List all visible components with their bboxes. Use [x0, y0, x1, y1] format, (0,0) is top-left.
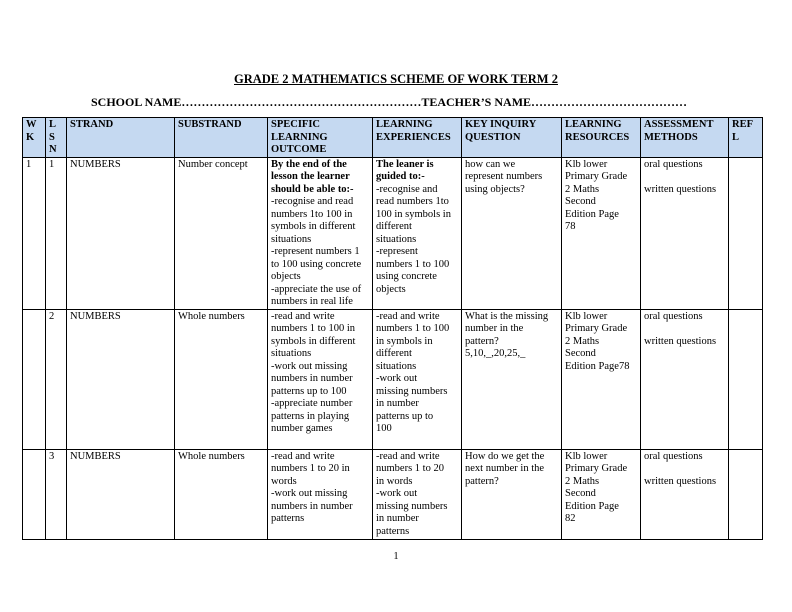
outcome-list — [271, 196, 370, 309]
text-line: different — [376, 348, 412, 359]
text-line: words — [271, 475, 297, 487]
text-line: METHODS — [644, 131, 698, 143]
text-line: situations — [376, 360, 417, 372]
experiences-list — [376, 184, 459, 297]
text-line: guided to:- — [376, 171, 425, 182]
text-line: numbers 1to 100 in — [271, 208, 353, 220]
document-title: GRADE 2 MATHEMATICS SCHEME OF WORK TERM 2 — [234, 72, 558, 86]
text-line: patterns — [271, 513, 305, 524]
text-line: oral questions — [644, 158, 703, 170]
text-line: -read and write — [271, 450, 335, 462]
text-line: in number — [376, 513, 419, 524]
text-line: Second — [565, 348, 596, 359]
cell-substrand: Number concept — [175, 157, 268, 309]
text-line: numbers 1 to 100 in — [271, 323, 355, 334]
header-substrand — [175, 118, 268, 158]
text-line: -read and write — [376, 310, 440, 322]
text-line: OUTCOME — [271, 144, 327, 155]
text-line: pattern? — [465, 335, 499, 347]
text-line: REF — [732, 119, 753, 130]
cell-lsn: 1 — [46, 157, 67, 309]
cell-inquiry — [462, 449, 562, 539]
text-line: lesson the learner — [271, 171, 350, 182]
cell-wk: 1 — [23, 157, 46, 309]
table-row — [23, 157, 763, 309]
header-strand — [67, 118, 175, 158]
text-line: K — [26, 131, 35, 143]
text-line: 5,10,_,20,25,_ — [465, 348, 526, 359]
text-line: -appreciate the use of — [271, 283, 362, 295]
text-line: -recognise and read — [271, 196, 354, 207]
text-line: written questions — [644, 475, 717, 487]
text-line: 2 Maths — [565, 475, 600, 487]
cell-strand: NUMBERS — [67, 157, 175, 309]
table-header-row — [23, 118, 763, 158]
text-line: -appreciate number — [271, 398, 353, 409]
table-row — [23, 309, 763, 449]
text-line: symbols in different — [271, 335, 356, 347]
header-resources — [562, 118, 641, 158]
page-number: 1 — [393, 551, 399, 562]
text-line: -work out missing — [271, 360, 348, 372]
text-line: Primary Grade — [565, 463, 628, 474]
text-line: situations — [271, 233, 312, 245]
text-line: RESOURCES — [565, 131, 630, 143]
text-line: 82 — [565, 513, 576, 524]
text-line: written questions — [644, 183, 717, 195]
text-line: 78 — [565, 221, 576, 232]
outcome-intro — [271, 159, 370, 197]
text-line: What is the missing — [465, 310, 549, 322]
cell-assessment — [641, 309, 729, 449]
text-line: -read and write — [376, 450, 440, 462]
cell-outcome — [268, 309, 373, 449]
text-line: patterns — [376, 525, 410, 537]
cell-lsn: 3 — [46, 449, 67, 539]
text-line: written questions — [644, 335, 717, 347]
cell-outcome — [268, 449, 373, 539]
text-line: numbers in real life — [271, 296, 353, 307]
text-line: -recognise and — [376, 183, 438, 195]
header-inquiry — [462, 118, 562, 158]
scheme-of-work-table — [22, 117, 763, 540]
text-line: -represent numbers 1 — [271, 246, 360, 257]
cell-strand: NUMBERS — [67, 309, 175, 449]
text-line: oral questions — [644, 450, 703, 462]
text-line: oral questions — [644, 310, 703, 322]
text-line: S — [49, 131, 55, 143]
text-line: SPECIFIC — [271, 119, 321, 130]
header-experiences — [373, 118, 462, 158]
text-line: objects — [271, 271, 301, 282]
text-line: W — [26, 119, 37, 130]
line-gap — [644, 171, 726, 184]
text-line: ASSESSMENT — [644, 119, 714, 130]
text-line: Second — [565, 196, 596, 207]
cell-experiences — [373, 449, 462, 539]
text-line: Klb lower — [565, 158, 608, 170]
table-row — [23, 449, 763, 539]
line-gap — [644, 323, 726, 336]
text-line: objects — [376, 283, 406, 295]
text-line: The leaner is — [376, 158, 434, 170]
text-line: Primary Grade — [565, 323, 628, 334]
cell-wk — [23, 449, 46, 539]
text-line: Second — [565, 488, 596, 499]
text-line: situations — [271, 348, 312, 359]
text-line: -work out missing — [271, 488, 348, 499]
text-line: By the end of the — [271, 158, 347, 170]
text-line: 2 Maths — [565, 335, 600, 347]
text-line: Primary Grade — [565, 171, 628, 182]
cell-resources — [562, 157, 641, 309]
text-line: SUBSTRAND — [178, 119, 242, 130]
text-line: KEY INQUIRY — [465, 119, 537, 130]
text-line: -read and write — [271, 310, 335, 322]
header-wk — [23, 118, 46, 158]
text-line: -work out — [376, 373, 418, 384]
text-line: in symbols in — [376, 335, 433, 347]
text-line: -work out — [376, 488, 418, 499]
cell-refl — [729, 449, 763, 539]
cell-assessment — [641, 157, 729, 309]
text-line: represent numbers — [465, 171, 543, 182]
text-line: missing numbers — [376, 385, 448, 397]
cell-substrand: Whole numbers — [175, 309, 268, 449]
header-refl — [729, 118, 763, 158]
text-line: Edition Page78 — [565, 360, 630, 372]
school-teacher-line: SCHOOL NAME……………………………………………………TEACHER’S NAME………………………………… — [91, 95, 688, 109]
text-line: N — [49, 144, 57, 155]
text-line: numbers in number — [271, 373, 353, 384]
text-line: Edition Page — [565, 208, 619, 220]
text-line: different — [376, 221, 412, 232]
text-line: using concrete — [376, 271, 437, 282]
text-line: L — [732, 131, 740, 143]
text-line: -represent — [376, 246, 418, 257]
text-line: should be able to:- — [271, 183, 354, 195]
text-line: number games — [271, 423, 333, 434]
text-line: how can we — [465, 158, 516, 170]
experiences-intro — [376, 159, 459, 184]
cell-resources — [562, 449, 641, 539]
text-line: numbers 1 to 100 — [376, 323, 450, 334]
text-line: 2 Maths — [565, 183, 600, 195]
text-line: Klb lower — [565, 450, 608, 462]
text-line: patterns up to 100 — [271, 385, 347, 397]
cell-experiences — [373, 157, 462, 309]
text-line: symbols in different — [271, 221, 356, 232]
line-gap — [644, 463, 726, 476]
text-line: 100 — [376, 423, 392, 434]
cell-resources — [562, 309, 641, 449]
cell-outcome — [268, 157, 373, 309]
cell-substrand: Whole numbers — [175, 449, 268, 539]
text-line: Edition Page — [565, 500, 619, 512]
cell-inquiry — [462, 309, 562, 449]
cell-experiences — [373, 309, 462, 449]
cell-inquiry — [462, 157, 562, 309]
text-line: read numbers 1to — [376, 196, 449, 207]
text-line: in number — [376, 398, 419, 409]
text-line: to 100 using concrete — [271, 258, 362, 270]
cell-refl — [729, 309, 763, 449]
cell-wk — [23, 309, 46, 449]
text-line: LEARNING — [271, 131, 328, 143]
text-line: situations — [376, 233, 417, 245]
text-line: number in the — [465, 323, 524, 334]
text-line: How do we get the — [465, 450, 545, 462]
text-line: patterns in playing — [271, 410, 350, 422]
text-line: QUESTION — [465, 131, 521, 143]
text-line: in words — [376, 475, 413, 487]
text-line: LEARNING — [565, 119, 622, 130]
text-line: patterns up to — [376, 410, 434, 422]
text-line: numbers 1 to 20 — [376, 463, 444, 474]
cell-refl — [729, 157, 763, 309]
text-line: numbers 1 to 20 in — [271, 463, 350, 474]
text-line: LEARNING — [376, 119, 433, 130]
cell-assessment — [641, 449, 729, 539]
text-line: L — [49, 119, 57, 130]
text-line: 100 in symbols in — [376, 208, 451, 220]
header-assessment — [641, 118, 729, 158]
text-line: next number in the — [465, 463, 545, 474]
text-line: STRAND — [70, 119, 114, 130]
header-outcome — [268, 118, 373, 158]
text-line: using objects? — [465, 183, 525, 195]
text-line: numbers in number — [271, 500, 353, 512]
cell-strand: NUMBERS — [67, 449, 175, 539]
header-lsn — [46, 118, 67, 158]
text-line: missing numbers — [376, 500, 448, 512]
text-line: Klb lower — [565, 310, 608, 322]
text-line: pattern? — [465, 475, 499, 487]
text-line: EXPERIENCES — [376, 131, 451, 143]
text-line: numbers 1 to 100 — [376, 258, 450, 270]
cell-lsn: 2 — [46, 309, 67, 449]
